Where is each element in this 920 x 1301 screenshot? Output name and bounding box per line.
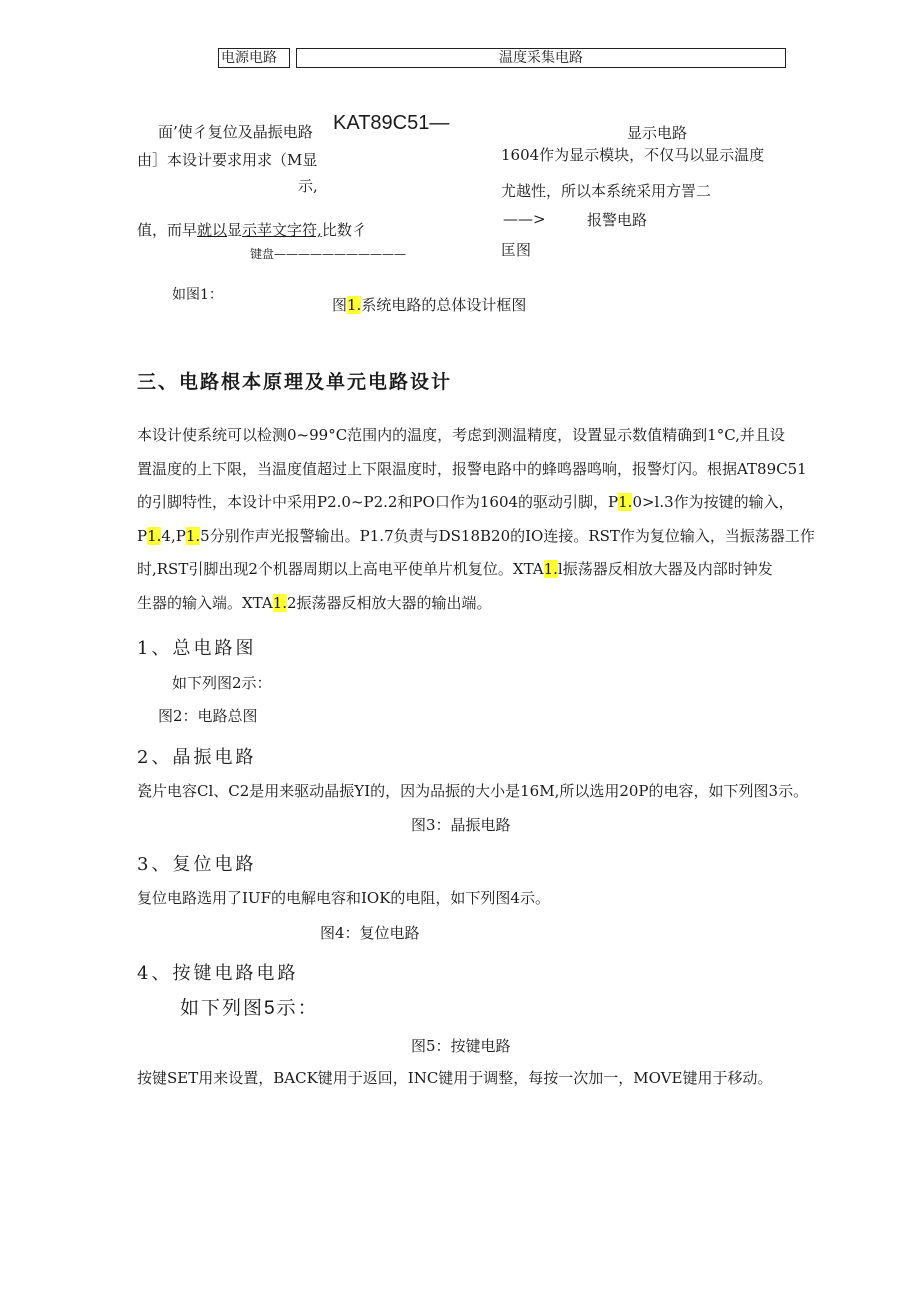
para-line1-text: 本设计使系统可以检测0~99°C范围内的温度，考虑到测温精度，设置显示数值精确到1°C,并且设 [137,426,785,444]
para-line4 [137,520,815,554]
figure1-caption [332,295,526,315]
diagram-left-line2: 由］本设计要求用求（M显 [137,151,318,169]
left-line4-part-a: 值，而早 [137,221,198,239]
para-line5-a: 时,RST引脚出现2个机器周期以上高电平使单片机复位。XTA [137,560,544,578]
display-circuit-label: 显示电路 [627,124,688,142]
diagram-left-line1: 面’使彳复位及晶振电路 [158,123,313,141]
power-circuit-box [218,48,290,68]
para-line5 [137,553,793,587]
s1-caption: 图2：电路总图 [158,707,258,725]
diagram-right-line2: 尤越性，所以本系统采用方詈二 [501,182,712,200]
diagram-left-line4 [137,220,367,240]
s2-caption: 图3：晶振电路 [411,816,511,834]
arrow-to-alarm: ——> [503,210,546,228]
para-line2 [137,453,807,487]
s1-line: 如下列图2示： [172,674,272,692]
temperature-acquisition-box [296,48,786,68]
para-line5-highlight: 1. [543,560,558,578]
s2-heading: 2、晶振电路 [137,747,257,768]
s4-line: 如下列图5示： [180,998,319,1019]
section3-heading: 三、电路根本原理及单元电路设计 [137,371,453,393]
para-line6 [137,587,793,621]
s4-heading: 4、按键电路电路 [137,963,299,984]
s3-text: 复位电路选用了IUF的电解电容和IOK的电阻，如下列图4示。 [137,889,550,907]
s3-heading: 3、复位电路 [137,854,257,875]
mcu-label: KAT89C51— [333,112,450,134]
as-figure-label: 如图1： [172,287,223,303]
para-line4-highlight2: 1. [185,526,201,545]
s4-caption: 图5：按键电路 [411,1037,511,1055]
para-line4-highlight1: 1. [147,526,162,545]
para-line6-a: 生器的输入端。XTA [137,593,273,612]
diagram-left-line3: 示, [298,177,318,195]
para-line3-a: 的引脚特性，本设计中采用P2.0~P2.2和PO口作为1604的驱动引脚，P [137,493,619,511]
diagram-right-line1: 1604作为显示模块，不仅马以显示温度 [501,146,765,164]
para-line6-highlight: 1. [272,593,288,612]
diagram-right-line4: 匡图 [501,241,532,259]
para-line5-b: l振荡器反相放大器及内部时钟发 [557,560,773,578]
s4-text: 按键SET用来设置，BACK键用于返回，INC键用于调整，每按一次加一，MOVE键用于移动。 [137,1069,773,1087]
section3-paragraph [137,419,815,620]
temperature-acquisition-label: 温度采集电路 [499,50,583,66]
caption-highlight: 1. [347,296,362,314]
s3-caption: 图4：复位电路 [320,924,420,942]
left-line4-part-e: 比数彳 [321,221,367,239]
s1-heading: 1、总电路图 [137,638,257,659]
s2-text: 瓷片电容Cl、C2是用来驱动晶振YI的，因为品振的大小是16M,所以选用20P的电容，如下列图3示。 [137,782,809,800]
caption-text: 系统电路的总体设计框图 [361,296,527,314]
keyboard-label: 键盘——————————— [250,247,407,261]
para-line3-b: 0>l.3作为按键的输入， [632,493,794,511]
para-line4-a: P [137,526,148,545]
para-line3 [137,486,793,520]
para-line4-c: 5分别作声光报警输出。P1.7负责与DS18B20的IO连接。RST作为复位输入，当振荡器工作 [200,526,815,545]
alarm-circuit-label: 报警电路 [587,211,648,229]
para-line3-highlight: 1. [618,493,633,511]
para-line6-b: 2振荡器反相放大器的输出端。 [287,593,492,612]
para-line1 [137,419,793,453]
caption-prefix: 图 [332,296,348,314]
para-line2-text: 置温度的上下限，当温度值超过上下限温度时，报警电路中的蜂鸣器鸣响，报警灯闪。根据AT89C51 [137,459,807,478]
left-line4-part-c: 显 [227,221,243,239]
left-line4-part-d: 示苹文字符, [242,221,322,239]
para-line4-b: 4,P [161,526,186,545]
left-line4-part-b: 就以 [197,221,228,239]
power-circuit-label: 电源电路 [221,50,277,66]
